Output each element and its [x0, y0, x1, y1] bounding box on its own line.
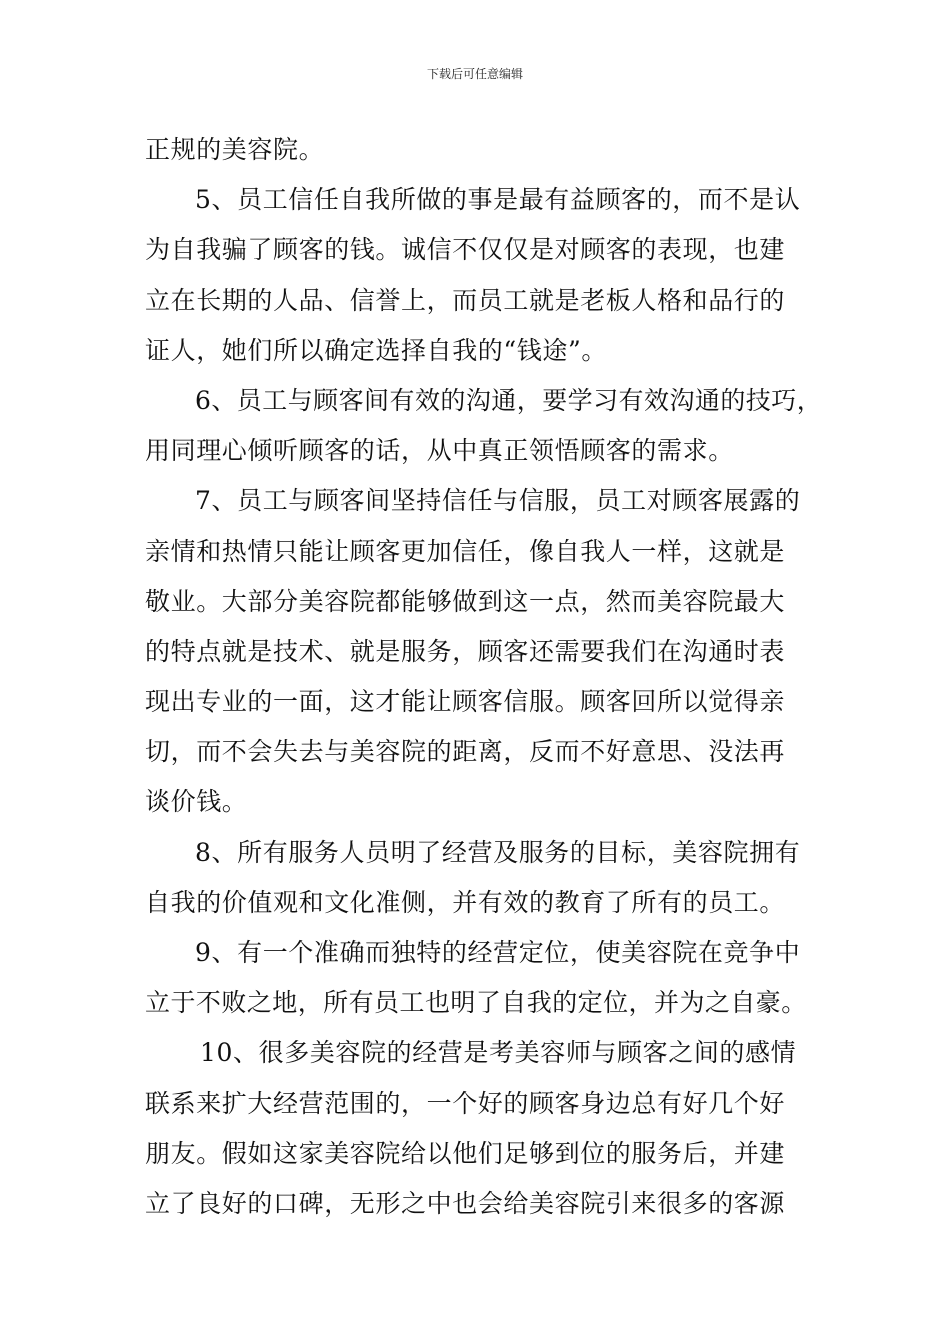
text-line: 亲情和热情只能让顾客更加信任，像自我人一样，这就是 — [145, 536, 786, 566]
text-line: 切，而不会失去与美容院的距离，反而不好意思、没法再 — [145, 737, 786, 767]
text-line: 自我的价值观和文化准侧，并有效的教育了所有的员工。 — [145, 887, 786, 917]
text-line: 用同理心倾听顾客的话，从中真正领悟顾客的需求。 — [145, 436, 734, 466]
text-line: 立于不败之地，所有员工也明了自我的定位，并为之自豪。 — [145, 988, 807, 1018]
text-line: 朋友。假如这家美容院给以他们足够到位的服务后，并建 — [145, 1138, 786, 1168]
list-item-6-line: 6、员工与顾客间有效的沟通，要学习有效沟通的技巧， — [195, 385, 823, 415]
list-item-5-line: 5、员工信任自我所做的事是最有益顾客的，而不是认 — [195, 185, 801, 215]
list-item-7-line: 7、员工与顾客间坚持信任与信服，员工对顾客展露的 — [195, 486, 801, 516]
text-line: 立了良好的口碑，无形之中也会给美容院引来很多的客源 — [145, 1188, 786, 1218]
text-line: 证人，她们所以确定选择自我的“钱途”。 — [145, 335, 607, 365]
text-line: 为自我骗了顾客的钱。诚信不仅仅是对顾客的表现，也建 — [145, 235, 786, 265]
text-line: 现出专业的一面，这才能让顾客信服。顾客回所以觉得亲 — [145, 687, 786, 717]
list-item-9-line: 9、有一个准确而独特的经营定位，使美容院在竞争中 — [195, 938, 801, 967]
text-line: 敬业。大部分美容院都能够做到这一点，然而美容院最大 — [145, 586, 786, 616]
list-item-8-line: 8、所有服务人员明了经营及服务的目标，美容院拥有 — [195, 837, 801, 867]
text-line: 的特点就是技术、就是服务，顾客还需要我们在沟通时表 — [145, 636, 786, 666]
list-item-10-line: 10、很多美容院的经营是考美容师与顾客之间的感情 — [200, 1038, 797, 1068]
document-body — [145, 125, 823, 1229]
text-line: 联系来扩大经营范围的，一个好的顾客身边总有好几个好 — [145, 1088, 786, 1118]
text-line: 立在长期的人品、信誉上，而员工就是老板人格和品行的 — [145, 285, 786, 315]
text-line: 谈价钱。 — [145, 787, 248, 817]
text-line: 正规的美容院。 — [145, 135, 325, 164]
page-header: 下载后可任意编辑 — [426, 67, 523, 81]
